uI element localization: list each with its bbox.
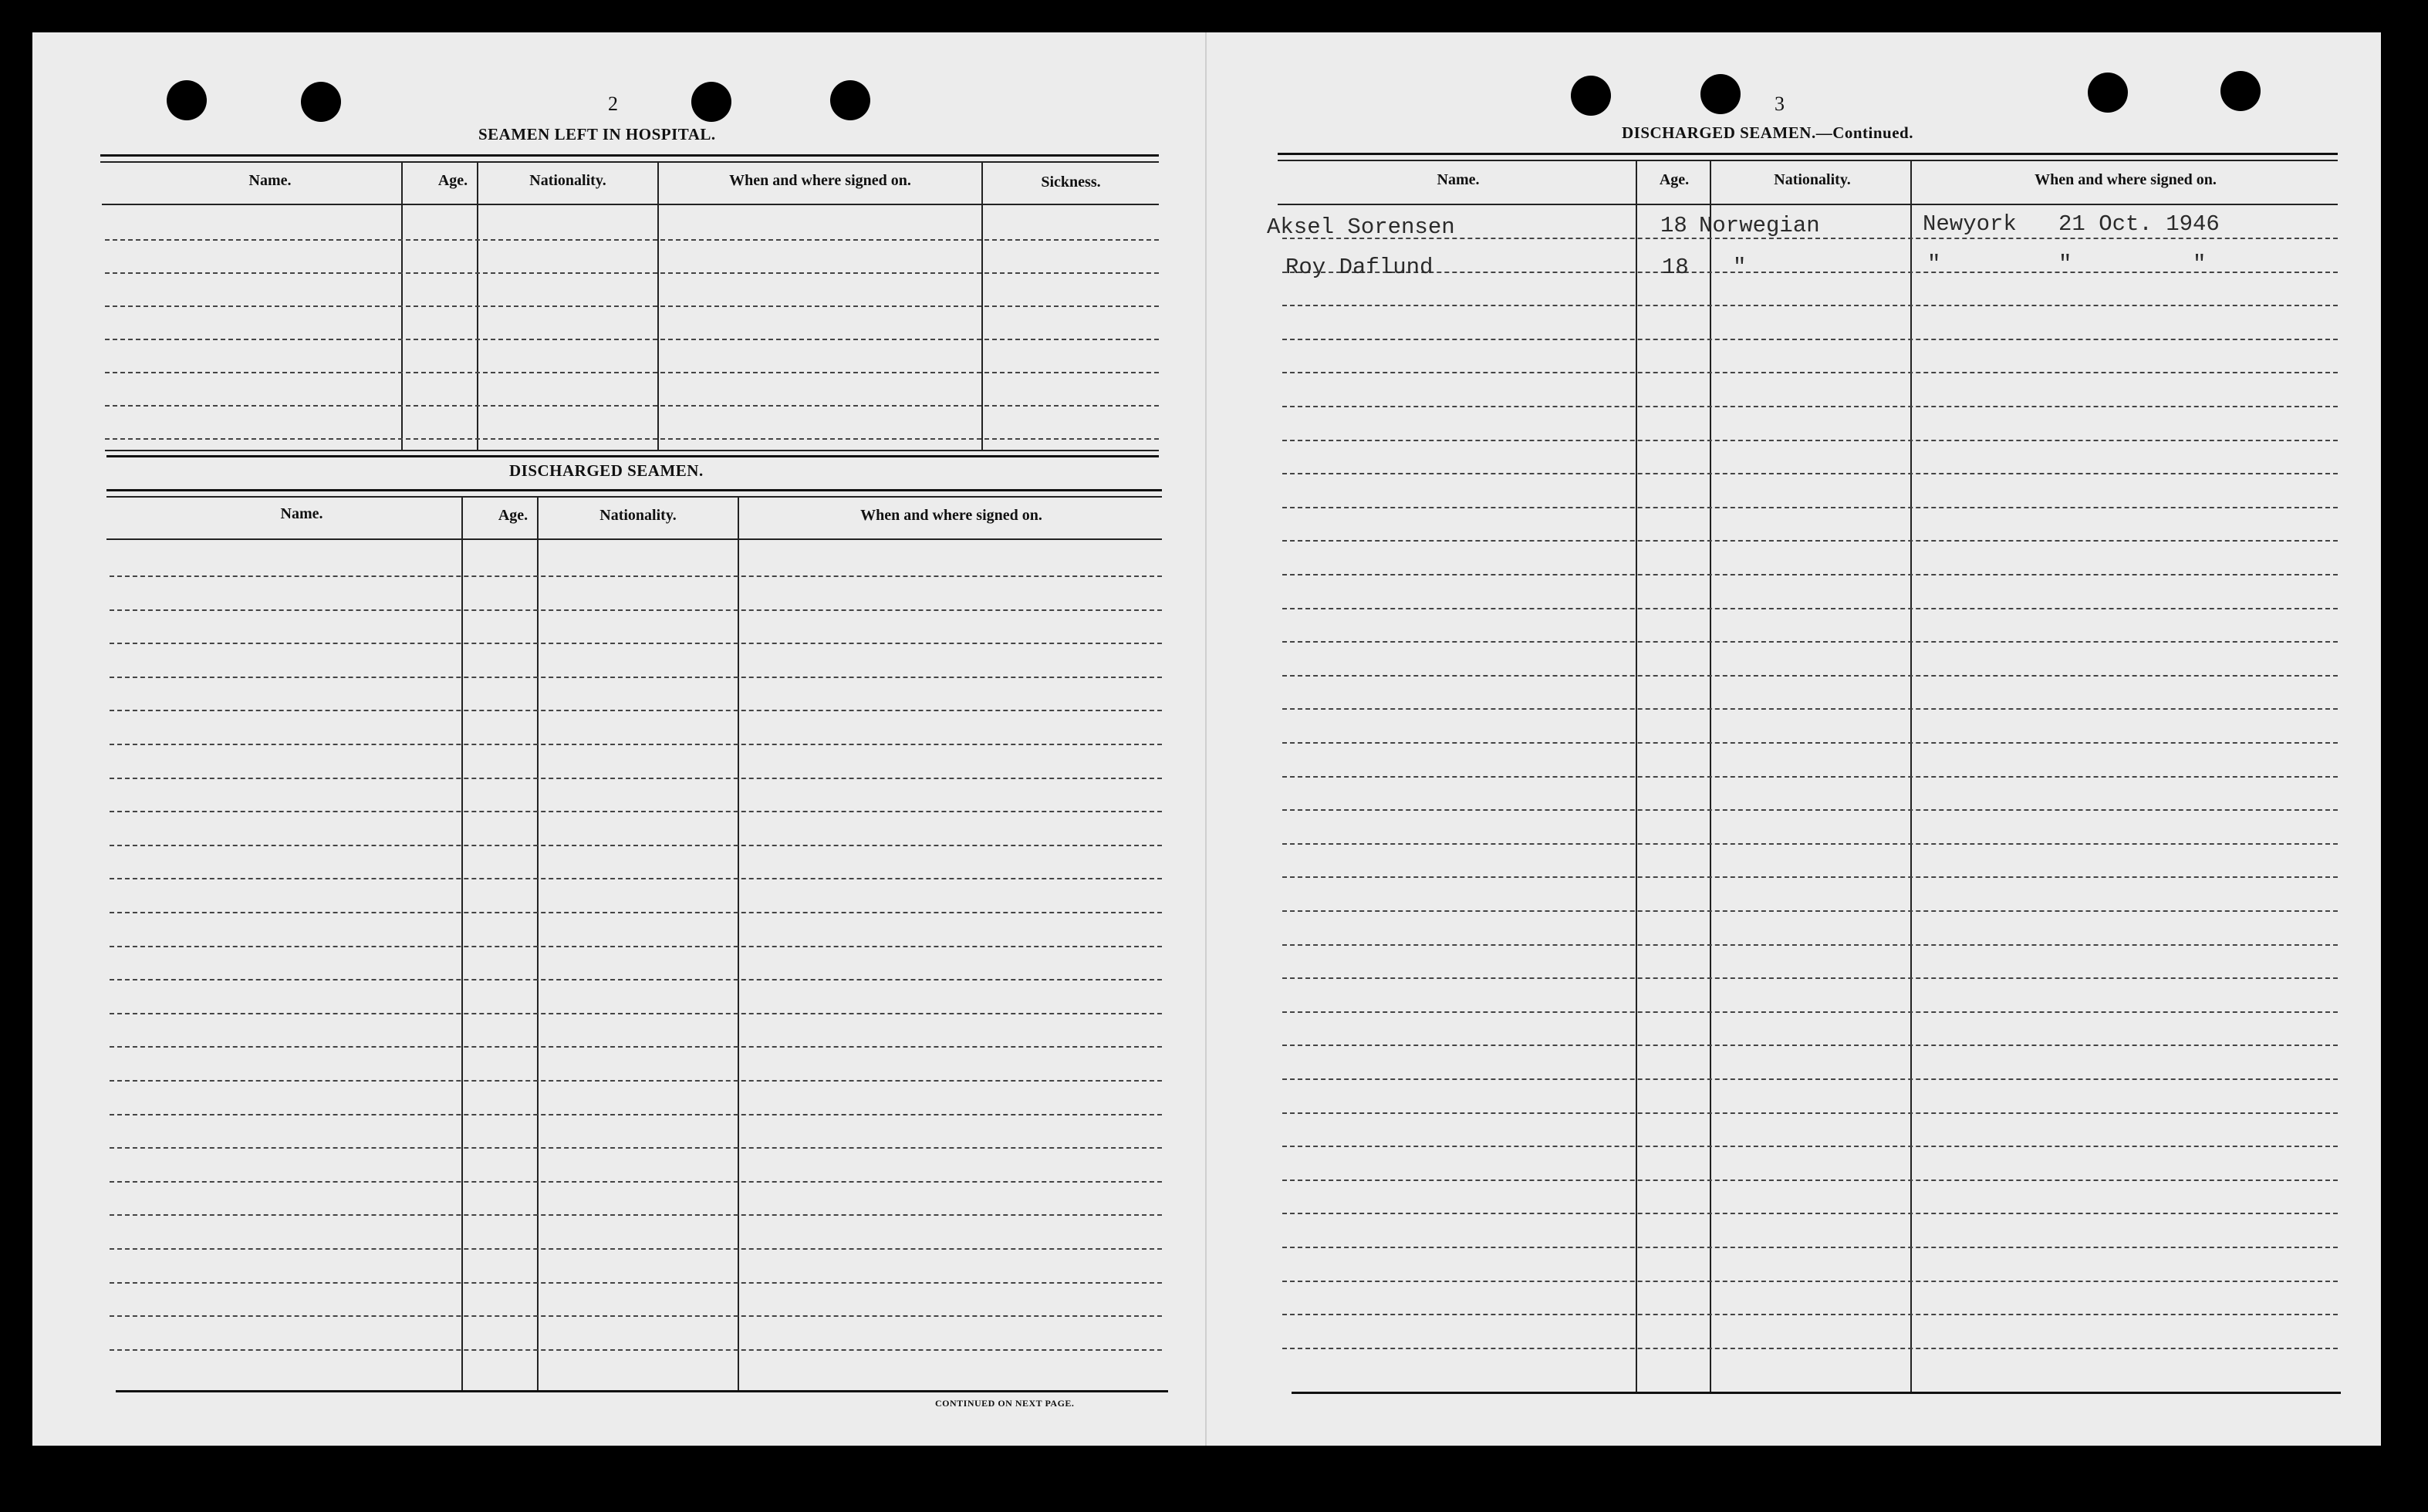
entry-line <box>1282 305 2338 306</box>
entry-line <box>110 1147 1162 1149</box>
entry-line <box>110 912 1162 913</box>
entry-line <box>110 744 1162 745</box>
entry-line <box>1282 1247 2338 1248</box>
entry-line <box>105 239 1159 241</box>
seaman-nationality: Norwegian <box>1699 213 1820 238</box>
column-divider <box>461 496 463 1391</box>
rule <box>102 204 1159 205</box>
column-divider <box>537 496 539 1391</box>
entry-line <box>110 710 1162 711</box>
rule <box>1278 153 2338 155</box>
entry-line <box>110 1282 1162 1284</box>
entry-line <box>110 575 1162 577</box>
entry-line <box>110 677 1162 678</box>
entry-line <box>1282 843 2338 845</box>
entry-line <box>110 643 1162 644</box>
continued-footer: CONTINUED ON NEXT PAGE. <box>935 1398 1075 1409</box>
rule <box>106 496 1162 498</box>
entry-line <box>110 1181 1162 1183</box>
entry-line <box>110 1114 1162 1115</box>
entry-line <box>105 272 1159 274</box>
entry-line <box>105 339 1159 340</box>
column-header: Name. <box>248 172 292 189</box>
signed-on-place: Newyork <box>1923 211 2017 237</box>
punch-hole <box>167 80 207 120</box>
column-header: When and where signed on. <box>2035 171 2217 188</box>
entry-line <box>1282 1045 2338 1046</box>
entry-line <box>105 438 1159 440</box>
column-header: Age. <box>437 172 468 189</box>
column-header: Sickness. <box>1041 174 1101 191</box>
column-header: Nationality. <box>529 172 606 189</box>
right-page <box>1205 32 2381 1446</box>
entry-line <box>105 405 1159 407</box>
entry-line <box>1282 272 2338 273</box>
entry-line <box>110 1248 1162 1250</box>
entry-line <box>1282 1314 2338 1315</box>
rule <box>106 489 1162 491</box>
signed-on-date: " <box>2058 251 2072 277</box>
entry-line <box>1282 540 2338 542</box>
entry-line <box>1282 1146 2338 1147</box>
rule <box>1278 160 2338 161</box>
entry-line <box>1282 876 2338 878</box>
entry-line <box>110 609 1162 611</box>
left-page <box>32 32 1207 1446</box>
seaman-age: 18 <box>1662 255 1689 280</box>
entry-line <box>1282 776 2338 778</box>
entry-line <box>105 305 1159 307</box>
rule <box>1292 1392 2341 1394</box>
entry-line <box>110 1214 1162 1216</box>
punch-hole <box>691 82 731 122</box>
entry-line <box>1282 977 2338 979</box>
column-header: Age. <box>1659 171 1690 188</box>
column-header: Age. <box>498 507 528 524</box>
entry-line <box>1282 1112 2338 1114</box>
column-header: When and where signed on. <box>729 172 911 189</box>
page-number: 3 <box>1775 93 1785 115</box>
punch-hole <box>1700 74 1741 114</box>
seaman-name: Roy Daflund <box>1285 255 1433 280</box>
entry-line <box>1282 339 2338 340</box>
punch-hole <box>2088 73 2128 113</box>
column-header: Name. <box>280 505 323 522</box>
column-header: Name. <box>1437 171 1480 188</box>
entry-line <box>1282 473 2338 474</box>
punch-hole <box>2220 71 2261 111</box>
entry-line <box>1282 1213 2338 1214</box>
entry-line <box>110 1315 1162 1317</box>
signed-on-year: " <box>2193 251 2207 277</box>
signed-on-place: " <box>1927 251 1941 277</box>
entry-line <box>1282 708 2338 710</box>
entry-line <box>110 1080 1162 1082</box>
hospital-section-title: SEAMEN LEFT IN HOSPITAL. <box>478 125 716 143</box>
column-header: When and where signed on. <box>860 507 1042 524</box>
entry-line <box>110 878 1162 879</box>
entry-line <box>1282 910 2338 912</box>
rule <box>100 154 1159 157</box>
entry-line <box>1282 1348 2338 1349</box>
entry-line <box>1282 944 2338 946</box>
entry-line <box>1282 1180 2338 1181</box>
column-header: Nationality. <box>599 507 677 524</box>
entry-line <box>1282 608 2338 609</box>
entry-line <box>1282 1078 2338 1080</box>
punch-hole <box>1571 76 1611 116</box>
rule <box>116 1390 1168 1392</box>
entry-line <box>1282 507 2338 508</box>
entry-line <box>110 1349 1162 1351</box>
rule <box>1278 204 2338 205</box>
entry-line <box>1282 742 2338 744</box>
entry-line <box>1282 1281 2338 1282</box>
column-divider <box>738 496 739 1391</box>
rule <box>106 455 1159 457</box>
rule <box>106 538 1162 540</box>
column-header: Nationality. <box>1774 171 1851 188</box>
entry-line <box>1282 440 2338 441</box>
entry-line <box>1282 809 2338 811</box>
page-number: 2 <box>608 93 618 115</box>
punch-hole <box>301 82 341 122</box>
entry-line <box>1282 675 2338 677</box>
seaman-age: 18 <box>1660 213 1687 238</box>
entry-line <box>110 778 1162 779</box>
entry-line <box>110 1013 1162 1014</box>
entry-line <box>1282 641 2338 643</box>
entry-line <box>1282 372 2338 373</box>
entry-line <box>110 845 1162 846</box>
entry-line <box>1282 1011 2338 1013</box>
seaman-name: Aksel Sorensen <box>1267 214 1455 240</box>
entry-line <box>1282 574 2338 575</box>
punch-hole <box>830 80 870 120</box>
entry-line <box>110 811 1162 812</box>
entry-line <box>110 1046 1162 1048</box>
entry-line <box>105 372 1159 373</box>
entry-line <box>110 946 1162 947</box>
rule <box>105 450 1159 451</box>
seaman-nationality: " <box>1733 255 1747 280</box>
entry-line <box>1282 406 2338 407</box>
entry-line <box>110 979 1162 980</box>
discharged-continued-title: DISCHARGED SEAMEN.—Continued. <box>1622 123 1913 142</box>
rule <box>100 161 1159 163</box>
signed-on-date: 21 Oct. 1946 <box>2058 211 2220 237</box>
discharged-section-title: DISCHARGED SEAMEN. <box>509 461 704 480</box>
